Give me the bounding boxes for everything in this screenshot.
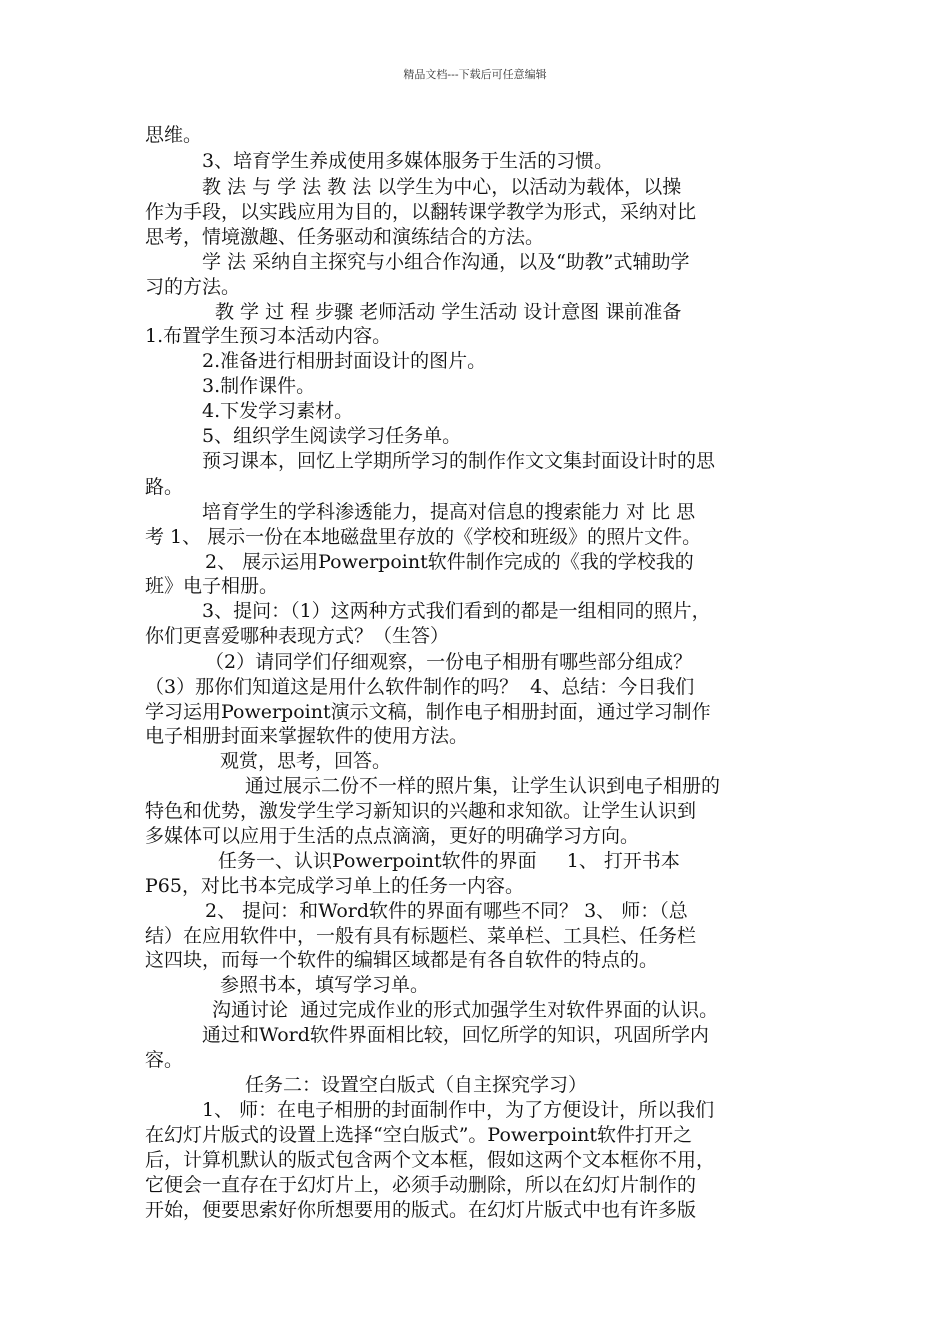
text-line: 任务二：设置空白版式（自主探究学习） [245, 1074, 588, 1096]
text-line: 1、 师：在电子相册的封面制作中，为了方便设计，所以我们 [202, 1099, 715, 1121]
text-line: 通过展示二份不一样的照片集，让学生认识到电子相册的 [245, 775, 721, 797]
text-line: 4.下发学习素材。 [202, 400, 354, 422]
text-line: 路。 [145, 476, 184, 498]
text-line: 后，计算机默认的版式包含两个文本框，假如这两个文本框你不用， [145, 1149, 716, 1171]
text-line: 它便会一直存在于幻灯片上，必须手动删除，所以在幻灯片制作的 [145, 1174, 697, 1196]
text-line: 5、组织学生阅读学习任务单。 [202, 425, 462, 447]
text-line: 3、培育学生养成使用多媒体服务于生活的习惯。 [202, 150, 614, 172]
text-line: 3、提问：（1）这两种方式我们看到的都是一组相同的照片， [202, 600, 711, 622]
text-line: 2、 提问：和Word软件的界面有哪些不同？ 3、 师：（总 [205, 900, 688, 922]
text-line: 思考，情境激趣、任务驱动和演练结合的方法。 [145, 226, 545, 248]
text-line: 预习课本，回忆上学期所学习的制作作文文集封面设计时的思 [202, 450, 716, 472]
page-header: 精品文档---下载后可任意编辑 [403, 68, 547, 81]
text-line: 通过和Word软件界面相比较，回忆所学的知识，巩固所学内 [202, 1024, 709, 1046]
text-line: 任务一、认识Powerpoint软件的界面 1、 打开书本 [218, 850, 680, 872]
text-line: 开始，便要思索好你所想要用的版式。在幻灯片版式中也有许多版 [145, 1199, 697, 1221]
text-line: 结）在应用软件中，一般有具有标题栏、菜单栏、工具栏、任务栏 [145, 925, 697, 947]
text-line: 电子相册封面来掌握软件的使用方法。 [145, 725, 469, 747]
text-line: 思维。 [145, 124, 203, 146]
text-line: 沟通讨论 通过完成作业的形式加强学生对软件界面的认识。 [212, 999, 719, 1021]
text-line: 特色和优势，激发学生学习新知识的兴趣和求知欲。让学生认识到 [145, 800, 697, 822]
text-line: 习的方法。 [145, 276, 241, 298]
text-line: （3）那你们知道这是用什么软件制作的吗？ 4、总结：今日我们 [145, 676, 695, 698]
text-line: 班》电子相册。 [145, 575, 279, 597]
text-line: 2、 展示运用Powerpoint软件制作完成的《我的学校我的 [205, 551, 694, 573]
text-line: 这四块，而每一个软件的编辑区域都是有各自软件的特点的。 [145, 949, 659, 971]
text-line: 你们更喜爱哪种表现方式？（生答） [145, 625, 450, 647]
text-line: 参照书本，填写学习单。 [220, 974, 430, 996]
text-line: 观赏，思考，回答。 [220, 750, 392, 772]
text-line: P65，对比书本完成学习单上的任务一内容。 [145, 875, 524, 897]
text-line: 教 学 过 程 步骤 老师活动 学生活动 设计意图 课前准备 [215, 301, 682, 323]
text-line: 2.准备进行相册封面设计的图片。 [202, 350, 487, 372]
text-line: 1.布置学生预习本活动内容。 [145, 325, 392, 347]
text-line: 在幻灯片版式的设置上选择“空白版式”。Powerpoint软件打开之 [145, 1124, 693, 1146]
text-line: 教 法 与 学 法 教 法 以学生为中心，以活动为载体，以操 [202, 176, 682, 198]
text-line: （2）请同学们仔细观察，一份电子相册有哪些部分组成？ [205, 651, 693, 673]
text-line: 学 法 采纳自主探究与小组合作沟通，以及“助教”式辅助学 [202, 251, 690, 273]
text-line: 培育学生的学科渗透能力，提高对信息的搜索能力 对 比 思 [202, 501, 696, 523]
text-line: 容。 [145, 1049, 184, 1071]
text-line: 学习运用Powerpoint演示文稿，制作电子相册封面，通过学习制作 [145, 701, 711, 723]
text-line: 多媒体可以应用于生活的点点滴滴，更好的明确学习方向。 [145, 825, 640, 847]
text-line: 考 1、 展示一份在本地磁盘里存放的《学校和班级》的照片文件。 [145, 526, 702, 548]
text-line: 3.制作课件。 [202, 375, 316, 397]
text-line: 作为手段，以实践应用为目的，以翻转课学教学为形式，采纳对比 [145, 201, 697, 223]
